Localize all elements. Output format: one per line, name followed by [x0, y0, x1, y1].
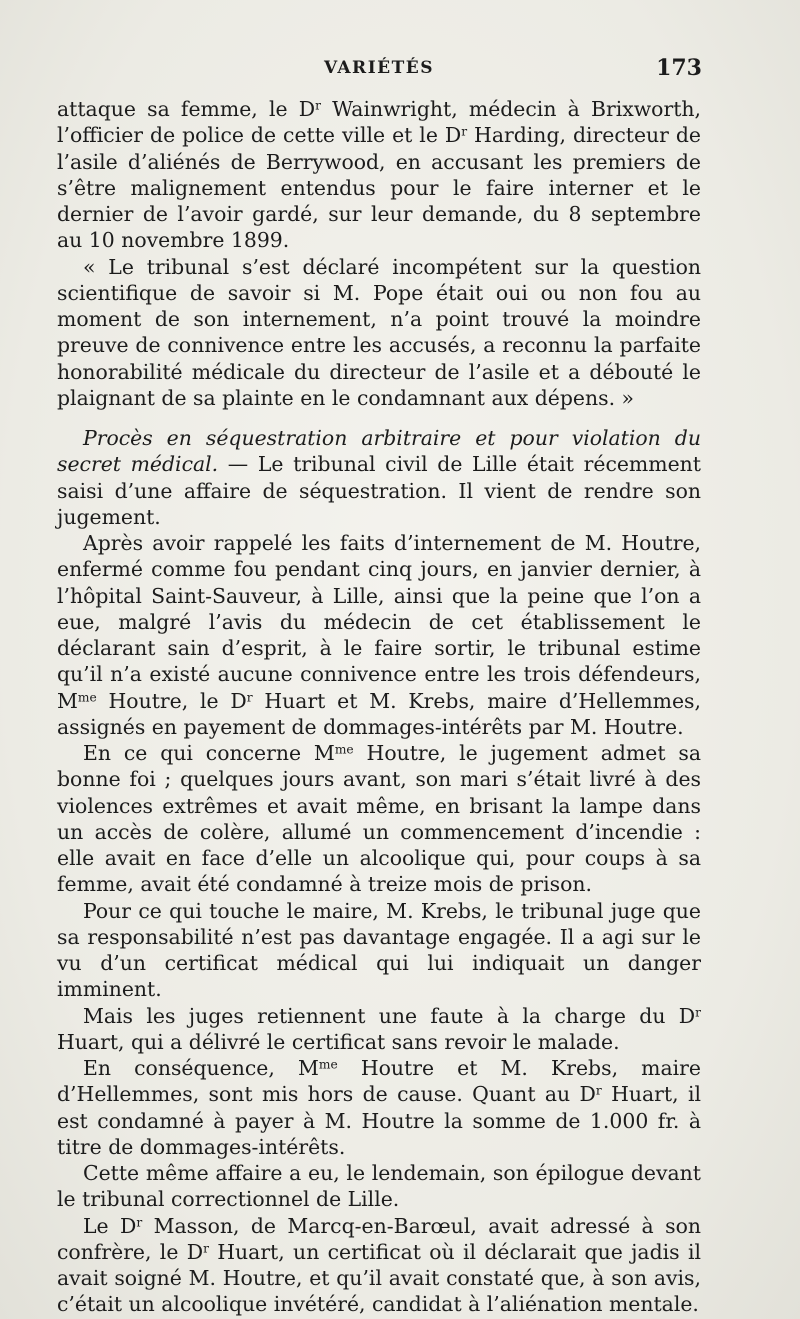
text-run: Huart, un certificat où il déclarait que jadis il avait soigné M. Houtre, et qu’il avait constaté que, à son avis, c’était un alcoolique invétéré, candidat à l’aliénation mentale. — [57, 1239, 701, 1317]
superscript: me — [334, 742, 354, 757]
paragraph — [57, 254, 701, 412]
superscript: r — [695, 1004, 701, 1019]
superscript: r — [136, 1214, 143, 1229]
text-run: En conséquence, M — [83, 1056, 319, 1080]
superscript: r — [315, 98, 321, 113]
paragraph — [57, 530, 701, 740]
paragraph — [57, 1160, 701, 1213]
paragraph — [57, 898, 701, 1003]
superscript: r — [203, 1241, 209, 1256]
text-run: Cette même affaire a eu, le lendemain, son épilogue devant le tribunal correctionnel de Lille. — [57, 1161, 701, 1212]
page-header — [56, 55, 702, 88]
text-run: Huart et M. Krebs, maire d’Hellemmes, assignés en payement de dommages-intérêts par M. Houtre. — [57, 688, 701, 739]
superscript: me — [318, 1057, 338, 1072]
running-head: VARIÉTÉS — [324, 58, 434, 78]
text-run: Huart, il est condamné à payer à M. Houtre la somme de 1.000 fr. à titre de dommages-intérêts. — [57, 1082, 701, 1159]
paragraph — [57, 1003, 701, 1056]
superscript: r — [461, 124, 468, 139]
text-run: « Le tribunal s’est déclaré incompétent sur la question scientifique de savoir si M. Pope était oui ou non fou au moment de son internement, n’a point trouvé la moindre preuve de connivence entre les accusés, a reconnu la parfaite honorabilité médicale du directeur de l’asile et a débouté le plaignant de sa plainte en le condamnant aux dépens. » — [57, 254, 701, 410]
text-run: Wainwright, médecin à Brixworth, l’officier de police de cette ville et le D — [57, 97, 701, 148]
italic-heading: Procès en séquestration arbitraire et pour violation du secret médical. — [57, 426, 701, 477]
text-run: Houtre, le jugement admet sa bonne foi ; quelques jours avant, son mari s’était livré à des violences extrêmes et avait même, en brisant la lampe dans un accès de colère, allumé un commencement d’incendie : elle avait en face d’elle un alcoolique qui, pour coups à sa femme, avait été condamné à treize mois de prison. — [57, 741, 701, 897]
paragraph — [57, 425, 701, 530]
text-run: — Le tribunal civil de Lille était récemment saisi d’une affaire de séquestration. Il vient de rendre son jugement. — [57, 452, 701, 529]
text-run: Le D — [83, 1213, 137, 1238]
text-run: Pour ce qui touche le maire, M. Krebs, le tribunal juge que sa responsabilité n’est pas davantage engagée. Il a agi sur le vu d’un certificat médical qui lui indiquait un danger imminent. — [57, 898, 701, 1002]
text-run: Houtre et M. Krebs, maire d’Hellemmes, sont mis hors de cause. Quant au D — [57, 1056, 701, 1107]
superscript: r — [595, 1083, 602, 1098]
paragraph — [57, 740, 701, 898]
text-run: En ce qui concerne M — [83, 741, 335, 765]
paragraph — [57, 1055, 701, 1160]
superscript: r — [246, 689, 253, 704]
text-run: Masson, de Marcq-en-Barœul, avait adressé à son confrère, le D — [57, 1213, 701, 1264]
text-run: attaque sa femme, le D — [57, 97, 316, 121]
text-run: Mais les juges retiennent une faute à la charge du D — [83, 1003, 696, 1028]
superscript: me — [77, 689, 97, 704]
body-text — [57, 96, 701, 1318]
paragraph — [57, 1213, 701, 1318]
text-run: Huart, qui a délivré le certificat sans revoir le malade. — [57, 1029, 620, 1054]
page-number: 173 — [656, 55, 702, 81]
text-run: Harding, directeur de l’asile d’aliénés de Berrywood, en accusant les premiers de s’être malignement entendus pour le faire interner et le dernier de l’avoir gardé, sur leur demande, du 8 septembre au 10 novembre 1899. — [57, 123, 701, 253]
text-run: Houtre, le D — [96, 688, 247, 713]
text-run: Après avoir rappelé les faits d’internement de M. Houtre, enfermé comme fou pendant cinq jours, en janvier dernier, à l’hôpital Saint-Sauveur, à Lille, ainsi que la peine que l’on a eue, malgré l’avis du médecin de cet établissement le déclarant sain d’esprit, à le faire sortir, le tribunal estime qu’il n’a existé aucune connivence entre les trois défendeurs, M — [57, 531, 701, 713]
paragraph — [57, 96, 701, 254]
